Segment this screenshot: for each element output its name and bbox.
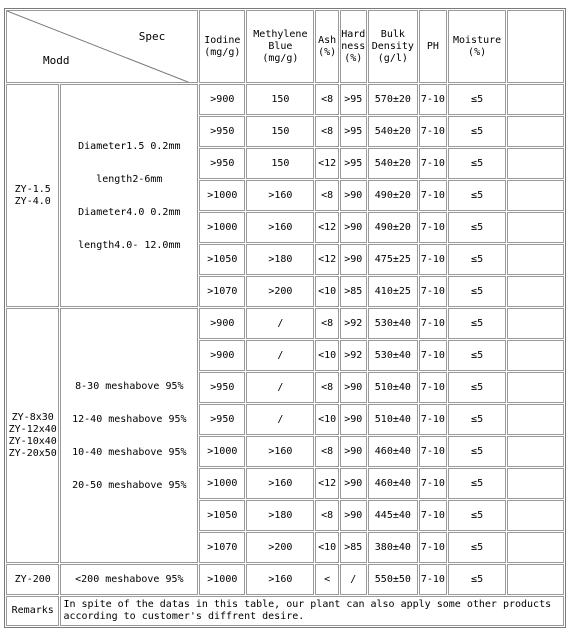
moisture-cell: ≤5 (448, 468, 507, 499)
bulk-density-cell: 490±20 (368, 212, 418, 243)
bulk-density-cell: 570±20 (368, 84, 418, 115)
hardness-cell: >95 (340, 84, 367, 115)
ash-cell: <12 (315, 244, 339, 275)
empty-cell (507, 308, 564, 339)
header-row (6, 10, 564, 83)
col-header-hardness (340, 10, 367, 83)
empty-cell (507, 148, 564, 179)
bulk-density-cell: 490±20 (368, 180, 418, 211)
hardness-cell: >92 (340, 308, 367, 339)
description-line: 20-50 meshabove 95% (72, 479, 187, 491)
model-name: ZY-4.0 (14, 195, 51, 207)
moisture-cell: ≤5 (448, 436, 507, 467)
methylene-blue-cell: >180 (246, 500, 314, 531)
methylene-blue-cell: >160 (246, 468, 314, 499)
bulk-density-cell: 460±40 (368, 468, 418, 499)
col-header-line: (%) (344, 52, 363, 64)
moisture-cell: ≤5 (448, 116, 507, 147)
empty-cell (507, 340, 564, 371)
moisture-cell: ≤5 (448, 276, 507, 307)
table-row (6, 84, 564, 115)
ph-cell: 7-10 (419, 180, 447, 211)
bulk-density-cell: 530±40 (368, 340, 418, 371)
model-name: ZY-12x40 (8, 423, 57, 435)
empty-cell (507, 276, 564, 307)
group2-description-cell (60, 308, 198, 563)
iodine-cell: >1070 (199, 276, 245, 307)
spec-label: Spec (138, 30, 166, 43)
col-header-line: (mg/g) (262, 52, 299, 64)
ash-cell: <8 (315, 84, 339, 115)
hardness-cell: >90 (340, 372, 367, 403)
bulk-density-cell: 380±40 (368, 532, 418, 563)
header-corner-cell (6, 10, 198, 83)
moisture-cell: ≤5 (448, 84, 507, 115)
description-line: length4.0- 12.0mm (78, 239, 181, 251)
iodine-cell: >900 (199, 308, 245, 339)
iodine-cell: >1050 (199, 500, 245, 531)
iodine-cell: >950 (199, 148, 245, 179)
ash-cell: <12 (315, 212, 339, 243)
remarks-text: In spite of the datas in this table, our plant can also apply some other products according to customer's diffrent desire. (60, 596, 564, 626)
bulk-density-cell: 410±25 (368, 276, 418, 307)
model-name: ZY-20x50 (8, 447, 57, 459)
ash-cell: <8 (315, 500, 339, 531)
empty-cell (507, 532, 564, 563)
iodine-cell: >1070 (199, 532, 245, 563)
moisture-cell: ≤5 (448, 212, 507, 243)
iodine-cell: >1000 (199, 180, 245, 211)
col-header-line: Density (371, 40, 414, 52)
ph-cell: 7-10 (419, 84, 447, 115)
methylene-blue-cell: 150 (246, 84, 314, 115)
hardness-cell: >95 (340, 148, 367, 179)
group2-model-cell (6, 308, 59, 563)
col-header-moisture (448, 10, 507, 83)
product-spec-table (4, 8, 566, 628)
col-header-line: ness (341, 40, 366, 52)
ash-cell: <10 (315, 404, 339, 435)
col-header-ph (419, 10, 447, 83)
hardness-cell: >92 (340, 340, 367, 371)
col-header-line: PH (426, 40, 439, 52)
iodine-cell: >900 (199, 340, 245, 371)
iodine-cell: >1000 (199, 212, 245, 243)
moisture-cell: ≤5 (448, 180, 507, 211)
ph-cell: 7-10 (419, 532, 447, 563)
empty-cell (507, 436, 564, 467)
hardness-cell: / (340, 564, 367, 595)
spec-table-wrapper (4, 8, 566, 628)
iodine-cell: >950 (199, 404, 245, 435)
ash-cell: <10 (315, 340, 339, 371)
header-empty-cell (507, 10, 564, 83)
diagonal-divider (7, 11, 193, 83)
col-header-line: Moisture (452, 34, 502, 46)
methylene-blue-cell: >160 (246, 180, 314, 211)
empty-cell (507, 116, 564, 147)
description-line: length2-6mm (96, 173, 163, 185)
ash-cell: <10 (315, 532, 339, 563)
hardness-cell: >90 (340, 180, 367, 211)
col-header-line: Iodine (204, 34, 241, 46)
methylene-blue-cell: 150 (246, 116, 314, 147)
ash-cell: <12 (315, 148, 339, 179)
empty-cell (507, 564, 564, 595)
hardness-cell: >85 (340, 276, 367, 307)
description-line: 8-30 meshabove 95% (75, 380, 184, 392)
empty-cell (507, 212, 564, 243)
methylene-blue-cell: >160 (246, 436, 314, 467)
ph-cell: 7-10 (419, 372, 447, 403)
ash-cell: <8 (315, 372, 339, 403)
moisture-cell: ≤5 (448, 148, 507, 179)
col-header-line: Ash (318, 34, 337, 46)
bulk-density-cell: 445±40 (368, 500, 418, 531)
col-header-bulk-density (368, 10, 418, 83)
table-row (6, 564, 564, 595)
ph-cell: 7-10 (419, 276, 447, 307)
methylene-blue-cell: >200 (246, 276, 314, 307)
hardness-cell: >95 (340, 116, 367, 147)
moisture-cell: ≤5 (448, 244, 507, 275)
col-header-line: Blue (268, 40, 293, 52)
ph-cell: 7-10 (419, 148, 447, 179)
description-line: Diameter1.5 0.2mm (78, 140, 181, 152)
ph-cell: 7-10 (419, 308, 447, 339)
ash-cell: <8 (315, 436, 339, 467)
hardness-cell: >85 (340, 532, 367, 563)
methylene-blue-cell: / (246, 372, 314, 403)
description-line: 12-40 meshabove 95% (72, 413, 187, 425)
ash-cell: <8 (315, 180, 339, 211)
moisture-cell: ≤5 (448, 308, 507, 339)
col-header-line: Hard (341, 28, 366, 40)
iodine-cell: >950 (199, 116, 245, 147)
col-header-line: (%) (468, 46, 487, 58)
moisture-cell: ≤5 (448, 500, 507, 531)
col-header-line: (%) (318, 46, 337, 58)
hardness-cell: >90 (340, 212, 367, 243)
empty-cell (507, 244, 564, 275)
ph-cell: 7-10 (419, 212, 447, 243)
moisture-cell: ≤5 (448, 372, 507, 403)
ph-cell: 7-10 (419, 468, 447, 499)
col-header-line: (mg/g) (204, 46, 241, 58)
empty-cell (507, 468, 564, 499)
group3-description-cell: <200 meshabove 95% (60, 564, 198, 595)
moisture-cell: ≤5 (448, 404, 507, 435)
col-header-line: (g/l) (377, 52, 408, 64)
ash-cell: <10 (315, 276, 339, 307)
moisture-cell: ≤5 (448, 564, 507, 595)
model-name: ZY-8x30 (11, 411, 54, 423)
modd-label: Modd (43, 54, 70, 67)
ash-cell: < (315, 564, 339, 595)
bulk-density-cell: 550±50 (368, 564, 418, 595)
empty-cell (507, 180, 564, 211)
bulk-density-cell: 475±25 (368, 244, 418, 275)
hardness-cell: >90 (340, 404, 367, 435)
description-line: 10-40 meshabove 95% (72, 446, 187, 458)
iodine-cell: >1050 (199, 244, 245, 275)
col-header-methylene-blue (246, 10, 314, 83)
bulk-density-cell: 460±40 (368, 436, 418, 467)
iodine-cell: >1000 (199, 564, 245, 595)
methylene-blue-cell: >200 (246, 532, 314, 563)
ph-cell: 7-10 (419, 404, 447, 435)
model-name: ZY-10x40 (8, 435, 57, 447)
model-name: ZY-1.5 (14, 183, 51, 195)
group1-description-cell (60, 84, 198, 307)
iodine-cell: >1000 (199, 468, 245, 499)
col-header-line: Methylene (253, 28, 308, 40)
empty-cell (507, 372, 564, 403)
hardness-cell: >90 (340, 500, 367, 531)
ph-cell: 7-10 (419, 564, 447, 595)
moisture-cell: ≤5 (448, 340, 507, 371)
description-line: Diameter4.0 0.2mm (78, 206, 181, 218)
col-header-ash (315, 10, 339, 83)
ash-cell: <8 (315, 116, 339, 147)
moisture-cell: ≤5 (448, 532, 507, 563)
bulk-density-cell: 510±40 (368, 372, 418, 403)
methylene-blue-cell: >180 (246, 244, 314, 275)
methylene-blue-cell: / (246, 404, 314, 435)
iodine-cell: >900 (199, 84, 245, 115)
methylene-blue-cell: / (246, 308, 314, 339)
methylene-blue-cell: 150 (246, 148, 314, 179)
group1-model-cell (6, 84, 59, 307)
ph-cell: 7-10 (419, 116, 447, 147)
bulk-density-cell: 540±20 (368, 148, 418, 179)
col-header-line: Bulk (380, 28, 405, 40)
ph-cell: 7-10 (419, 340, 447, 371)
methylene-blue-cell: >160 (246, 212, 314, 243)
bulk-density-cell: 530±40 (368, 308, 418, 339)
hardness-cell: >90 (340, 244, 367, 275)
bulk-density-cell: 510±40 (368, 404, 418, 435)
table-row (6, 308, 564, 339)
empty-cell (507, 404, 564, 435)
ash-cell: <8 (315, 308, 339, 339)
group3-model-cell: ZY-200 (6, 564, 59, 595)
remarks-row (6, 596, 564, 626)
hardness-cell: >90 (340, 436, 367, 467)
col-header-iodine (199, 10, 245, 83)
ash-cell: <12 (315, 468, 339, 499)
ph-cell: 7-10 (419, 244, 447, 275)
methylene-blue-cell: >160 (246, 564, 314, 595)
empty-cell (507, 500, 564, 531)
ph-cell: 7-10 (419, 436, 447, 467)
ph-cell: 7-10 (419, 500, 447, 531)
methylene-blue-cell: / (246, 340, 314, 371)
iodine-cell: >950 (199, 372, 245, 403)
remarks-label: Remarks (6, 596, 59, 626)
iodine-cell: >1000 (199, 436, 245, 467)
bulk-density-cell: 540±20 (368, 116, 418, 147)
empty-cell (507, 84, 564, 115)
hardness-cell: >90 (340, 468, 367, 499)
